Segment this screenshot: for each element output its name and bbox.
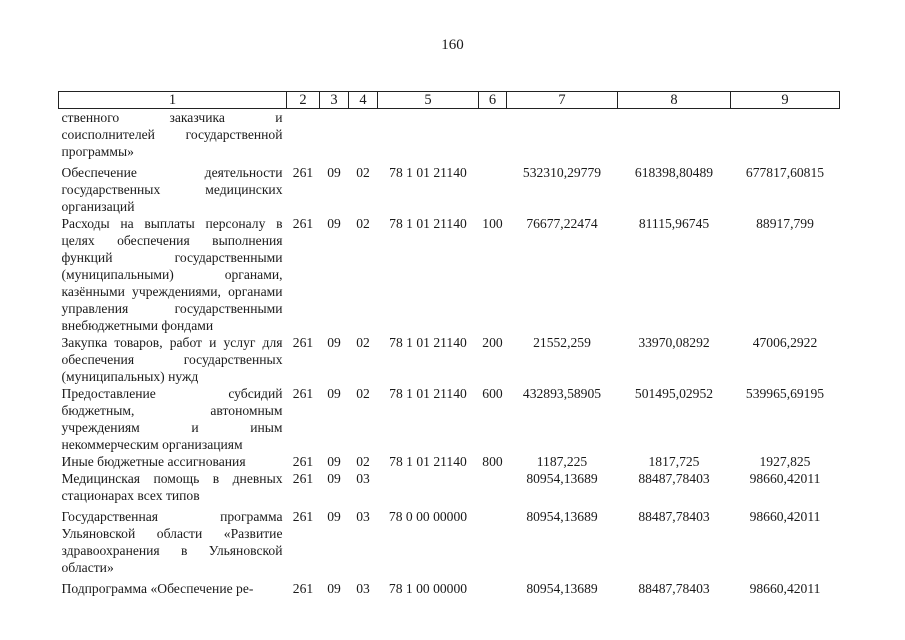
row-name: Предоставление субсидий бюджетным, автономным учреждениям и иным некоммерческим организациям [61, 386, 283, 452]
cell-expense-type: 800 [482, 454, 503, 469]
cell-subsection: 03 [356, 471, 370, 486]
cell-value-9: 47006,2922 [752, 335, 818, 350]
table-row [59, 160, 840, 215]
cell-section: 09 [327, 471, 341, 486]
cell-target-article: 78 1 01 21140 [389, 216, 467, 231]
cell-value-8: 501495,02952 [634, 386, 714, 401]
table-row [59, 334, 840, 385]
row-name: Закупка товаров, работ и услуг для обеспечения государственных (муниципальных) нужд [61, 335, 283, 384]
cell-section: 09 [327, 216, 341, 231]
cell-ministry-code: 261 [292, 509, 314, 524]
cell-value-9: 98660,42011 [749, 581, 821, 596]
cell-target-article [378, 470, 479, 504]
cell-subsection: 02 [356, 216, 370, 231]
cell-ministry-code: 261 [292, 386, 314, 401]
cell-value-8 [618, 109, 731, 161]
cell-expense-type [479, 470, 507, 504]
table-row [59, 576, 840, 597]
row-name: Иные бюджетные ассигнования [61, 454, 246, 469]
cell-value-7: 80954,13689 [526, 509, 598, 524]
cell-ministry-code: 261 [292, 165, 314, 180]
cell-section: 09 [327, 581, 341, 596]
cell-target-article: 78 1 01 21140 [389, 386, 467, 401]
cell-ministry-code: 261 [292, 216, 314, 231]
cell-target-article: 78 1 00 00000 [388, 581, 468, 596]
cell-value-8: 88487,78403 [638, 581, 710, 596]
cell-value-8: 81115,96745 [638, 216, 710, 231]
cell-subsection: 03 [356, 581, 370, 596]
cell-value-7: 80954,13689 [526, 581, 598, 596]
cell-ministry-code: 261 [292, 581, 314, 596]
table-row [59, 504, 840, 576]
cell-value-9: 98660,42011 [749, 509, 821, 524]
cell-value-7: 80954,13689 [526, 471, 598, 486]
cell-target-article: 78 1 01 21140 [389, 335, 467, 350]
cell-expense-type: 200 [482, 335, 503, 350]
cell-subsection: 03 [356, 509, 370, 524]
table-row [59, 215, 840, 334]
cell-target-article: 78 0 00 00000 [388, 509, 468, 524]
cell-expense-type [479, 504, 507, 576]
cell-value-7 [507, 109, 618, 161]
cell-section: 09 [327, 165, 341, 180]
cell-section: 09 [327, 509, 341, 524]
cell-value-9: 98660,42011 [749, 471, 821, 486]
column-header-3: 3 [320, 92, 349, 109]
table-header [59, 92, 840, 109]
row-name: Государственная программа Ульяновской области «Развитие здравоохранения в Ульяновской области» [61, 509, 283, 575]
column-header-1: 1 [59, 92, 287, 109]
cell-value-7: 21552,259 [533, 335, 591, 350]
column-header-5: 5 [378, 92, 479, 109]
cell-expense-type: 600 [482, 386, 503, 401]
cell-section [320, 109, 349, 161]
cell-target-article: 78 1 01 21140 [389, 454, 467, 469]
table-row [59, 385, 840, 453]
cell-ministry-code: 261 [292, 335, 314, 350]
cell-value-7: 76677,22474 [526, 216, 598, 231]
cell-value-8: 33970,08292 [638, 335, 710, 350]
table-row [59, 470, 840, 504]
cell-subsection: 02 [356, 165, 370, 180]
table-row [59, 453, 840, 470]
cell-value-8: 88487,78403 [638, 471, 710, 486]
cell-value-8: 618398,80489 [634, 165, 714, 180]
column-header-7: 7 [507, 92, 618, 109]
cell-value-7: 1187,225 [536, 454, 588, 469]
row-name: Расходы на выплаты персоналу в целях обеспечения выполнения функций государственными (муниципальными) органами, казёнными учреждениями, органами управления государственными внебюджетными фондами [61, 216, 283, 333]
cell-section: 09 [327, 454, 341, 469]
column-header-9: 9 [731, 92, 840, 109]
cell-target-article [378, 109, 479, 161]
cell-subsection: 02 [356, 454, 370, 469]
cell-value-9: 1927,825 [759, 454, 811, 469]
cell-ministry-code: 261 [292, 471, 314, 486]
cell-value-9: 539965,69195 [745, 386, 825, 401]
table-body [59, 109, 840, 598]
cell-section: 09 [327, 386, 341, 401]
budget-table [58, 91, 840, 597]
page-number: 160 [441, 37, 464, 53]
cell-expense-type [479, 576, 507, 597]
table-row [59, 109, 840, 161]
cell-target-article: 78 1 01 21140 [389, 165, 467, 180]
cell-value-9: 88917,799 [756, 216, 814, 231]
cell-expense-type [479, 160, 507, 215]
cell-value-7: 432893,58905 [522, 386, 602, 401]
column-header-8: 8 [618, 92, 731, 109]
cell-expense-type [479, 109, 507, 161]
column-header-6: 6 [479, 92, 507, 109]
row-name: Подпрограмма «Обеспечение ре- [61, 581, 254, 596]
row-name: Обеспечение деятельности государственных медицинских организаций [61, 165, 283, 214]
cell-subsection: 02 [356, 335, 370, 350]
column-header-4: 4 [349, 92, 378, 109]
cell-ministry-code [287, 109, 320, 161]
row-name: ственного заказчика и соисполнителей государственной программы» [61, 110, 283, 159]
row-name: Медицинская помощь в дневных стационарах всех типов [61, 471, 283, 503]
cell-value-8: 88487,78403 [638, 509, 710, 524]
cell-value-9: 677817,60815 [745, 165, 825, 180]
cell-value-9 [731, 109, 840, 161]
cell-subsection [349, 109, 378, 161]
cell-ministry-code: 261 [292, 454, 314, 469]
cell-expense-type: 100 [482, 216, 503, 231]
cell-subsection: 02 [356, 386, 370, 401]
cell-value-8: 1817,725 [648, 454, 700, 469]
cell-section: 09 [327, 335, 341, 350]
cell-value-7: 532310,29779 [522, 165, 602, 180]
column-header-2: 2 [287, 92, 320, 109]
